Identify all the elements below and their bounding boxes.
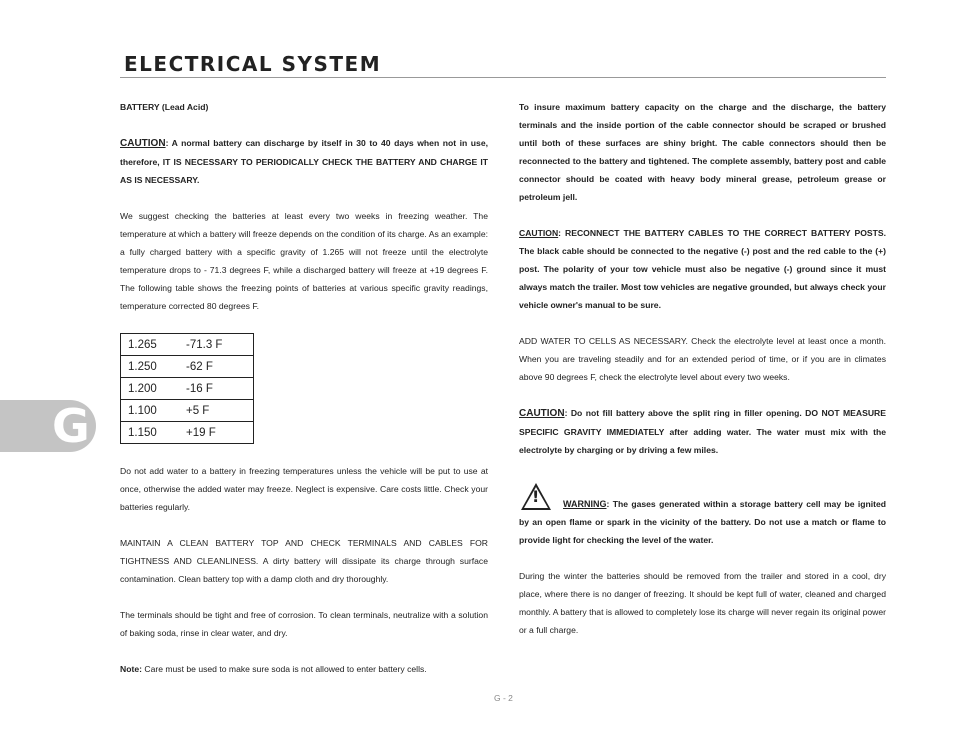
caution-paragraph-2: CAUTION: RECONNECT THE BATTERY CABLES TO THE CORRECT BATTERY POSTS. The black cable should be connected to the negative (-) post and the red cable to the (+) post. The polarity of your tow vehicle must also be negative (-) ground since it must always match the trailer. Most tow vehicles are negative grounded, but always check your vehicle owner's manual to be sure.: [519, 228, 886, 310]
add-water-paragraph: ADD WATER TO CELLS AS NECESSARY. Check the electrolyte level at least once a month. When you are traveling steadily and for an extended period of time, or if you are in climates above 90 degrees F, check the electrolyte level about every two weeks.: [519, 336, 886, 382]
caution-paragraph-1: CAUTION: A normal battery can discharge by itself in 30 to 40 days when not in use, therefore, IT IS NECESSARY TO PERIODICALLY CHECK THE BATTERY AND CHARGE IT AS IS NECESSARY.: [120, 138, 488, 185]
warning-label: WARNING: [563, 499, 607, 509]
caution-label: CAUTION: [519, 408, 565, 419]
warning-triangle-icon: !: [521, 483, 551, 510]
section-heading: BATTERY (Lead Acid): [120, 102, 209, 112]
caution-paragraph-3: CAUTION: Do not fill battery above the split ring in filler opening. DO NOT MEASURE SPECIFIC GRAVITY IMMEDIATELY after adding water. The water must mix with the electrolyte by charging or by driving a few miles.: [519, 408, 886, 455]
freezing-paragraph: We suggest checking the batteries at least every two weeks in freezing weather. The temperature at which a battery will freeze depends on the condition of its charge. As an example: a fully charged battery with a specific gravity of 1.265 will not freeze until the electrolyte temperature drops to - 71.3 degrees F, while a discharged battery will freeze at +19 degrees F. The following table shows the freezing points of batteries at various specific gravity readings, temperature corrected 80 degrees F.: [120, 211, 488, 311]
left-column: [120, 98, 488, 678]
page-number: G - 2: [494, 693, 513, 703]
title-divider: [120, 77, 886, 78]
terminals-paragraph: The terminals should be tight and free of corrosion. To clean terminals, neutralize with a solution of baking soda, rinse in clear water, and dry.: [120, 610, 488, 638]
warning-paragraph: ! WARNING: The gases generated within a storage battery cell may be ignited by an open flame or spark in the vicinity of the battery. Do not use a match or flame to provide light for checking the level of the water.: [519, 483, 886, 549]
warning-block: [519, 477, 886, 549]
water-freezing-paragraph: Do not add water to a battery in freezing temperatures unless the vehicle will be put to use at once, otherwise the added water may freeze. Neglect is expensive. Care costs little. Check your batteries regularly.: [120, 466, 488, 512]
freezing-point-table: [120, 333, 254, 444]
table-row: 1.200 -16 F: [121, 378, 253, 400]
table-row: 1.150 +19 F: [128, 426, 216, 439]
caution-label: CAUTION: [519, 228, 559, 238]
note-label: Note:: [120, 664, 142, 674]
table-row: 1.100 +5 F: [121, 400, 253, 422]
page-title: ELECTRICAL SYSTEM: [124, 52, 382, 76]
section-tab: [0, 400, 96, 452]
note-paragraph: Note: Care must be used to make sure soda is not allowed to enter battery cells.: [120, 664, 427, 674]
section-tab-letter: G: [52, 399, 90, 453]
table-row: 1.250 -62 F: [121, 356, 253, 378]
clean-battery-paragraph: MAINTAIN A CLEAN BATTERY TOP AND CHECK TERMINALS AND CABLES FOR TIGHTNESS AND CLEANLINESS. A dirty battery will dissipate its charge through surface contamination. Clean battery top with a damp cloth and dry thoroughly.: [120, 538, 488, 584]
capacity-paragraph: To insure maximum battery capacity on the charge and the discharge, the battery terminals and the inside portion of the cable connector should be scraped or brushed until both of these surfaces are shiny bright. The cable connectors should then be reconnected to the battery and tightened. The complete assembly, battery post and cable connector should be coated with heavy body mineral grease, petroleum grease or petroleum jell.: [519, 102, 886, 202]
winter-storage-paragraph: During the winter the batteries should be removed from the trailer and stored in a cool, dry place, where there is no danger of freezing. It should be kept full of water, cleaned and charged monthly. A battery that is allowed to completely lose its charge will never regain its original power or a full charge.: [519, 571, 886, 635]
right-column: [519, 98, 886, 639]
table-row: 1.265 -71.3 F: [121, 334, 253, 356]
caution-label: CAUTION: [120, 138, 166, 149]
